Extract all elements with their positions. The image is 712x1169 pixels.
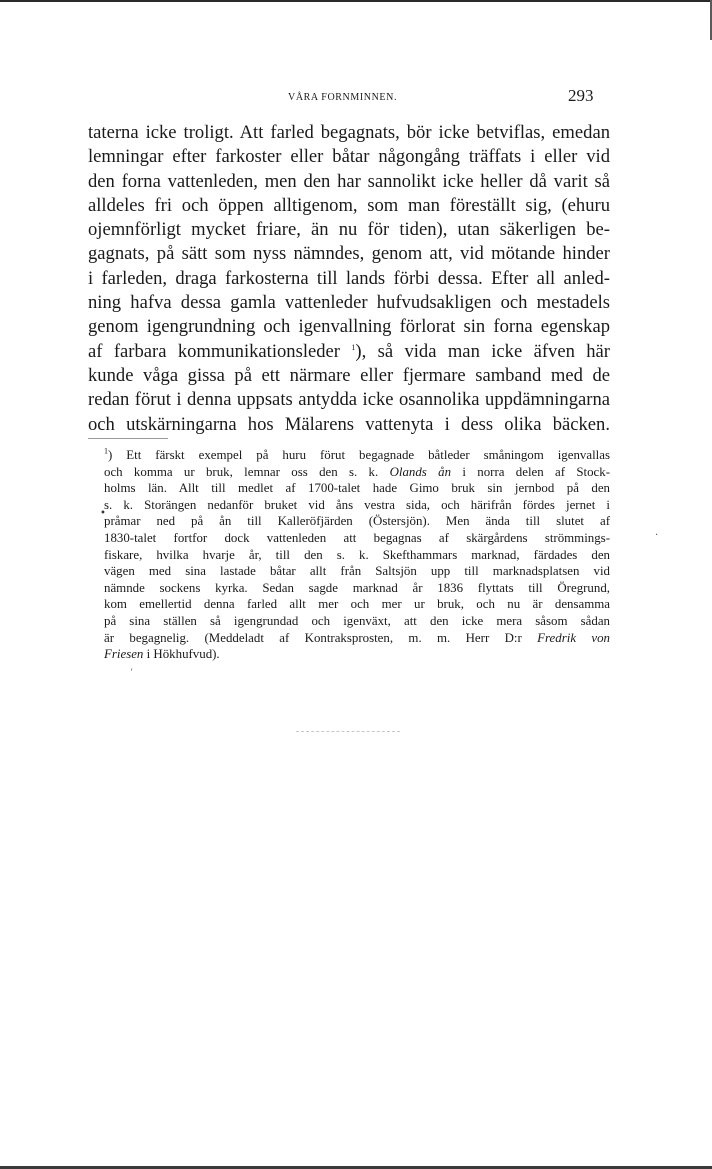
text-line: lemningar efter farkoster eller båtar någongång träffats i eller vid	[88, 146, 610, 168]
footnote-line: vägen med sina lastade båtar allt från Saltsjön upp till marknadsplatsen vid	[104, 564, 610, 579]
text-line: genom igengrundning och igenvallning förlorat sin forna egenskap	[88, 316, 610, 338]
footnote-text: ) Ett färskt exempel på huru förut begagnade båtleder småningom igenvallas	[108, 448, 610, 462]
text-line-with-footnote-ref	[88, 340, 610, 364]
footnote-line: 1830-talet fortfor dock vattenleden att begagnas af skärgårdens strömmings-	[104, 530, 610, 545]
footnote-line	[104, 630, 610, 647]
text-fragment: af farbara kommunikationsleder	[88, 340, 340, 362]
footnote	[104, 447, 610, 663]
text-fragment: ), så vida man icke äfven här	[355, 340, 610, 362]
main-text	[88, 121, 610, 437]
footnote-text: och komma ur bruk, lemnar oss den s. k.	[104, 464, 390, 479]
text-line: redan förut i denna uppsats antydda icke osannolika uppdämningarna	[88, 389, 610, 411]
footnote-reference: 1	[351, 342, 356, 352]
footnote-line: fiskare, hvilka hvarje år, till den s. k. Skefthammars marknad, färdades den	[104, 547, 610, 562]
footnote-italic: Olands ån	[389, 464, 452, 479]
scan-mark: ‘	[130, 668, 133, 678]
footnote-line: kom emellertid denna farled allt mer och mer ur bruk, och nu är densamma	[104, 597, 610, 612]
text-line: gagnats, på sätt som nyss nämndes, genom att, vid mötande hinder	[88, 243, 610, 265]
text-line: ning hafva dessa gamla vattenleder hufvudsakligen och mestadels	[88, 292, 610, 314]
text-line: taterna icke troligt. Att farled begagnats, bör icke betviflas, emedan	[88, 122, 610, 143]
footnote-line: s. k. Storängen nedanför bruket vid åns vestra sida, och härifrån fördes jernet i	[104, 497, 610, 512]
footnote-rule	[88, 438, 168, 439]
footnote-italic: Fredrik von	[537, 630, 611, 645]
footnote-text: i Hökhufvud).	[143, 647, 220, 662]
footnote-italic: Friesen	[104, 647, 144, 662]
footnote-text: i norra delen af Stock-	[451, 464, 611, 479]
scan-artifact-line	[296, 731, 400, 732]
page-edge-top	[0, 0, 712, 2]
text-line: alldeles fri och öppen alltigenom, som man föreställt sig, (ehuru	[88, 194, 610, 216]
running-head: VÅRA FORNMINNEN.	[288, 92, 398, 103]
footnote-line	[104, 646, 610, 663]
text-line: den forna vattenleden, men den har sannolikt icke heller då varit så	[88, 170, 610, 192]
footnote-line	[104, 447, 610, 464]
footnote-marker: 1	[104, 446, 108, 456]
text-line: kunde våga gissa på ett närmare eller fjermare samband med de	[88, 364, 610, 386]
footnote-line: pråmar ned på ån till Kalleröfjärden (Östersjön). Men ända till slutet af	[104, 514, 610, 529]
footnote-line: nämnde sockens kyrka. Sedan sagde marknad år 1836 flyttats till Öregrund,	[104, 580, 610, 595]
footnote-line	[104, 464, 610, 481]
footnote-text: är begagnelig. (Meddeladt af Kontraksprosten, m. m. Herr D:r	[104, 630, 538, 645]
text-line: ojemnförligt mycket friare, än nu för tiden), utan säkerligen be-	[88, 219, 610, 241]
scan-mark: ·	[655, 530, 659, 541]
scan-mark: •	[100, 508, 106, 519]
text-line: och utskärningarna hos Mälarens vattenyta i dess olika bäcken.	[88, 413, 610, 435]
page-number: 293	[568, 86, 594, 105]
footnote-line: holms län. Allt till medlet af 1700-talet hade Gimo bruk sin jernbod på den	[104, 481, 610, 496]
text-line: i farleden, draga farkosterna till lands förbi dessa. Efter all anled-	[88, 267, 610, 289]
footnote-line: på sina ställen så igengrundad och igenväxt, att den icke mera såsom sådan	[104, 613, 610, 628]
